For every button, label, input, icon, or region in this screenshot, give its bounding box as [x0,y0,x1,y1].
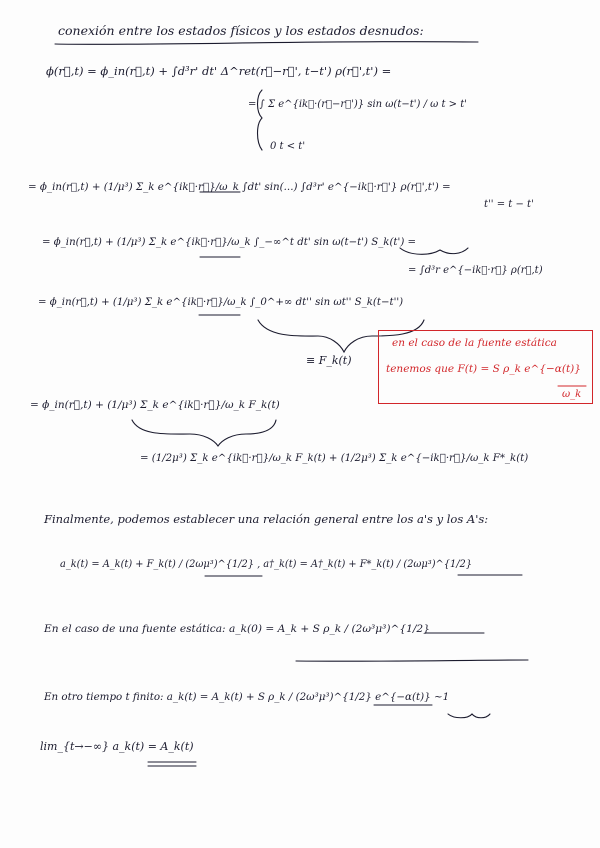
equation-line-6: = ϕ_in(r⃗,t) + (1/μ³) Σ_k e^{ik⃗·r⃗}/ω_k F_k(t) [30,399,280,411]
paragraph-finalmente: Finalmente, podemos establecer una relación general entre los a's y los A's: [44,512,489,526]
red-note-line-3: ω_k [562,389,582,400]
red-note-line-2: tenemos que F(t) = S ρ_k e^{−α(t)} [386,363,581,375]
equation-line-3: = ϕ_in(r⃗,t) + (1/μ³) Σ_k e^{ik⃗·r⃗}/ω_k ∫dt' sin(...) ∫d³r' e^{−ik⃗·r⃗'} ρ(r⃗',t') = [28,181,451,193]
page-title: conexión entre los estados físicos y los estados desnudos: [58,23,424,38]
paragraph-fuente-estatica: En el caso de una fuente estática: a_k(0) = A_k + S ρ_k / (2ω³μ³)^{1/2} [44,623,430,635]
red-note-line-1: en el caso de la fuente estática [392,337,557,349]
equation-a-k-relation: a_k(t) = A_k(t) + F_k(t) / (2ωμ³)^{1/2} , a†_k(t) = A†_k(t) + F*_k(t) / (2ωμ³)^{1/2} [60,559,472,570]
equation-line-1: ϕ(r⃗,t) = ϕ_in(r⃗,t) + ∫d³r' dt' Δ^ret(r⃗−r⃗', t−t') ρ(r⃗',t') = [46,64,392,78]
paragraph-tiempo-finito: En otro tiempo t finito: a_k(t) = A_k(t) + S ρ_k / (2ω³μ³)^{1/2} e^{−α(t)} ~1 [44,691,450,703]
equation-line-4: = ϕ_in(r⃗,t) + (1/μ³) Σ_k e^{ik⃗·r⃗}/ω_k ∫_−∞^t dt' sin ω(t−t') S_k(t') = [42,237,417,248]
equation-note-s-k: = ∫d³r e^{−ik⃗·r⃗} ρ(r⃗,t) [408,265,543,276]
equation-case-1: = ∫ Σ e^{ik⃗·(r⃗−r⃗')} sin ω(t−t') / ω t > t' [248,99,467,110]
equation-case-2: 0 t < t' [270,141,306,152]
equation-note-f-k: ≡ F_k(t) [306,354,352,367]
equation-note-t-double-prime: t'' = t − t' [484,199,534,210]
equation-limit: lim_{t→−∞} a_k(t) = A_k(t) [40,740,194,753]
equation-line-7: = (1/2μ³) Σ_k e^{ik⃗·r⃗}/ω_k F_k(t) + (1/2μ³) Σ_k e^{−ik⃗·r⃗}/ω_k F*_k(t) [140,453,529,464]
equation-line-5: = ϕ_in(r⃗,t) + (1/μ³) Σ_k e^{ik⃗·r⃗}/ω_k ∫_0^+∞ dt'' sin ωt'' S_k(t−t'') [38,297,404,308]
